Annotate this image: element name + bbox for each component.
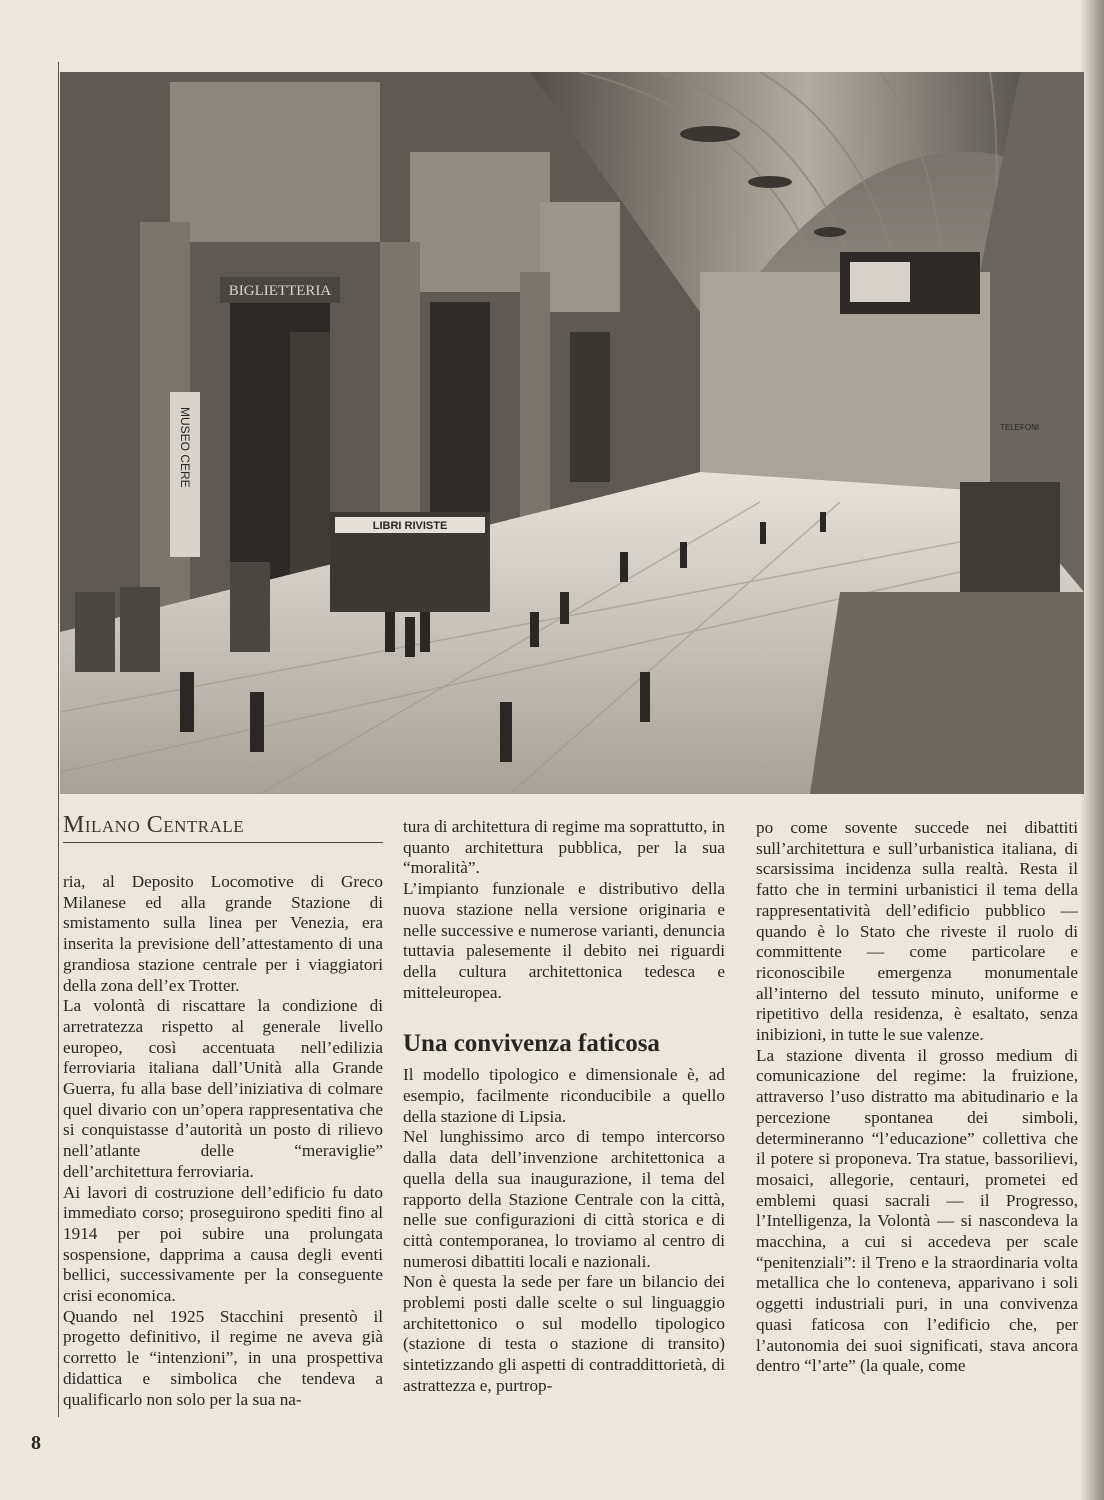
text-column-1 (63, 872, 383, 1410)
paragraph: Non è questa la sede per fare un bilancio dei problemi posti dalle scelte o sul linguaggio architettonico o sul modello tipologico (stazione di testa o stazione di transito) sintetizzando gli aspetti di contraddittorietà, di astrattezza e, purtrop- (403, 1272, 725, 1395)
museo-cere-sign: MUSEO CERE (178, 407, 192, 488)
paragraph: La volontà di riscattare la condizione di arretratezza rispetto al generale livello europeo, così accentuata nell’edilizia ferroviaria italiana dall’Unità alla Grande Guerra, fu alla base dell’iniziativa di colmare quel divario con un’opera rappresentativa che si conquistasse d’autorità un posto di rilievo nell’atlante delle “meraviglie” dell’architettura ferroviaria. (63, 996, 383, 1181)
station-hall-photo (60, 72, 1084, 794)
paragraph: L’impianto funzionale e distributivo della nuova stazione nella versione originaria e nelle successive e numerose varianti, denuncia tuttavia palesemente il debito nei riguardi della cultura architettonica tedesca e mitteleuropea. (403, 879, 725, 1002)
paragraph: Quando nel 1925 Stacchini presentò il progetto definitivo, il regime ne aveva già corretto le “intenzioni”, in una prospettiva didattica e simbolica che tendeva a qualificarlo non solo per la sua na- (63, 1306, 383, 1409)
section-title-rule (63, 842, 383, 843)
paragraph: Ai lavori di costruzione dell’edificio fu dato immediato corso; proseguirono spediti fino al 1914 per poi subire una prolungata sospensione, dapprima a causa degli eventi bellici, successivamente per la conseguente crisi economica. (63, 1182, 383, 1306)
paragraph: tura di architettura di regime ma soprattutto, in quanto architettura pubblica, per la sua “moralità”. (403, 817, 725, 878)
left-margin-rule (58, 62, 59, 1417)
libri-riviste-sign: LIBRI RIVISTE (372, 520, 448, 532)
section-title: Milano Centrale (63, 812, 245, 838)
paragraph: Nel lunghissimo arco di tempo intercorso dalla data dell’invenzione architettonica a quella della sua inaugurazione, il tema del rapporto della Stazione Centrale con la città, nelle sue configurazioni di città storica e di città contemporanea, lo troviamo al centro di numerosi dibattiti locali e nazionali. (403, 1127, 725, 1271)
text-column-3 (756, 818, 1078, 1377)
paragraph: ria, al Deposito Locomotive di Greco Milanese ed alla grande Stazione di smistamento sulla linea per Venezia, era inserita la previsione dell’attestamento di una grandiosa stazione centrale per i viaggiatori della zona dell’ex Trotter. (63, 872, 383, 995)
paragraph: Il modello tipologico e dimensionale è, ad esempio, facilmente riconducibile a quello della stazione di Lipsia. (403, 1065, 725, 1126)
text-column-2 (403, 817, 725, 1397)
paragraph: La stazione diventa il grosso medium di comunicazione del regime: la fruizione, attraverso l’uso distratto ma abitudinario e la percezione spontanea dei simboli, determineranno “l’educazione” collettiva che il potere si proponeva. Tra statue, bassorilievi, mosaici, allegorie, centauri, prometei ed emblemi quasi sacrali — il Progresso, l’Intelligenza, la Volontà — si nascondeva la macchina, a cui si accedeva per scale “penitenziali”: il Treno e la straordinaria volta metallica che lo conteneva, apparivano i soli oggetti industriali puri, in una convivenza quasi faticosa con l’edificio che, per l’autonomia dei suoi significati, stava ancora dentro “l’arte” (la quale, come (756, 1045, 1078, 1376)
page-number: 8 (31, 1432, 41, 1454)
biglietteria-sign: BIGLIETTERIA (228, 283, 332, 299)
telefoni-sign: TELEFONI (1000, 423, 1040, 432)
paragraph: po come sovente succede nei dibattiti sull’architettura e sull’urbanistica italiana, di scarsissima incidenza sulla realtà. Resta il fatto che in termini urbanistici il tema della rappresentatività dell’edificio pubblico — quando è lo Stato che riveste il ruolo di committente — come particolare e riconoscibile emergenza monumentale all’interno del tessuto minuto, uniforme e ripetitivo della residenza, è esaltato, senza inibizioni, in tutte le sue valenze. (756, 818, 1078, 1045)
subheading: Una convivenza faticosa (403, 1030, 660, 1058)
